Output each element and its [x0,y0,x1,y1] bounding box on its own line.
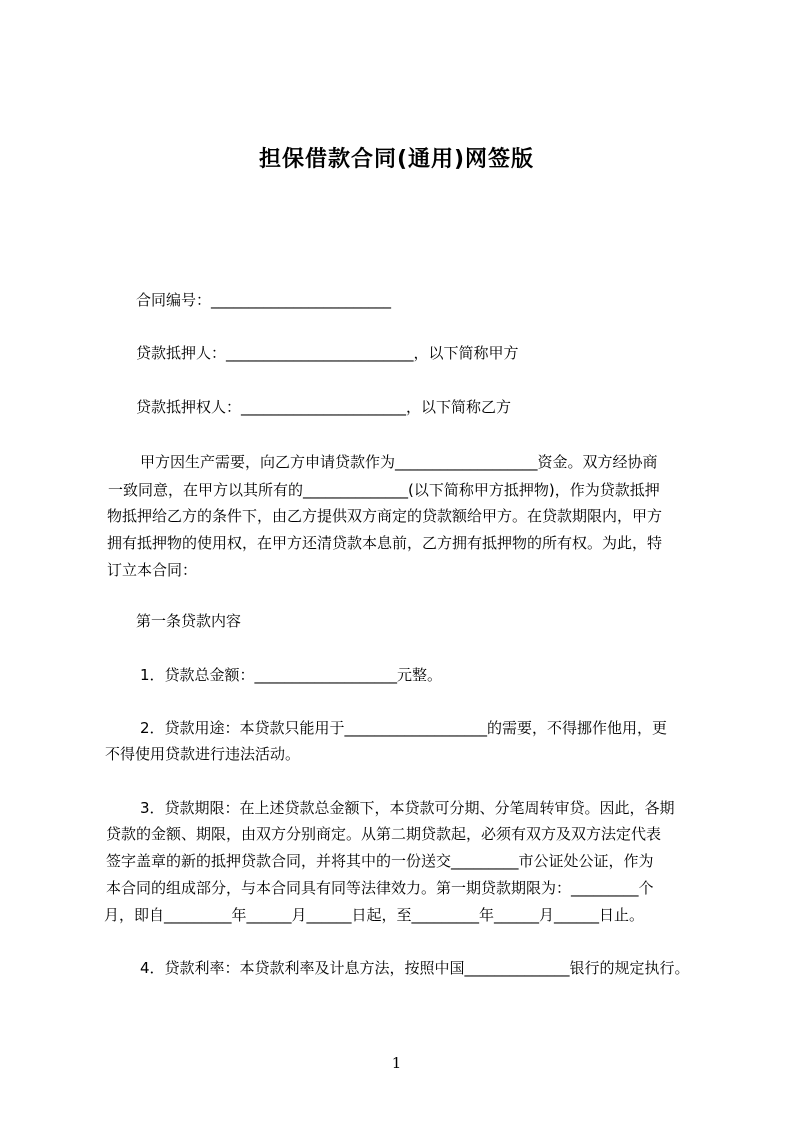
clause-line: 4．贷款利率：本贷款利率及计息方法，按照中国______________银行的规定执行。 [140,959,690,977]
clause-line: 月，即自_________年______月______日起，至_________年______月______日止。 [104,906,645,924]
clause-line: 3．贷款期限：在上述贷款总金额下，本贷款可分期、分笔周转审贷。因此，各期 [140,799,675,817]
contract-number-line: 合同编号：________________________ [136,291,392,309]
document-title: 担保借款合同(通用)网签版 [258,147,535,172]
party-a-line: 贷款抵押人：_________________________，以下简称甲方 [136,344,519,362]
clause-line: 签字盖章的新的抵押贷款合同，并将其中的一份送交_________市公证处公证，作为 [106,852,654,870]
paragraph-line: 订立本合同： [107,561,198,579]
clause-line: 2．贷款用途：本贷款只能用于___________________的需要，不得挪作他用，更 [140,719,668,737]
article-heading: 第一条贷款内容 [136,612,242,630]
page-number: 1 [391,1054,402,1072]
clause-line: 1．贷款总金额：___________________元整。 [140,666,443,684]
party-b-line: 贷款抵押权人：______________________，以下简称乙方 [136,398,512,416]
paragraph-line: 甲方因生产需要，向乙方申请贷款作为___________________资金。双方经协商 [140,453,658,471]
clause-line: 不得使用贷款进行违法活动。 [105,745,301,763]
paragraph-line: 拥有抵押物的使用权，在甲方还清贷款本息前，乙方拥有抵押物的所有权。为此，特 [107,534,663,552]
paragraph-line: 物抵押给乙方的条件下，由乙方提供双方商定的贷款额给甲方。在贷款期限内，甲方 [107,507,663,525]
clause-line: 本合同的组成部分，与本合同具有同等法律效力。第一期贷款期限为：_________个 [106,879,654,897]
clause-line: 贷款的金额、期限，由双方分别商定。从第二期贷款起，必须有双方及双方法定代表 [106,825,662,843]
paragraph-line: 一致同意，在甲方以其所有的______________(以下简称甲方抵押物)，作为贷款抵押 [108,481,660,499]
